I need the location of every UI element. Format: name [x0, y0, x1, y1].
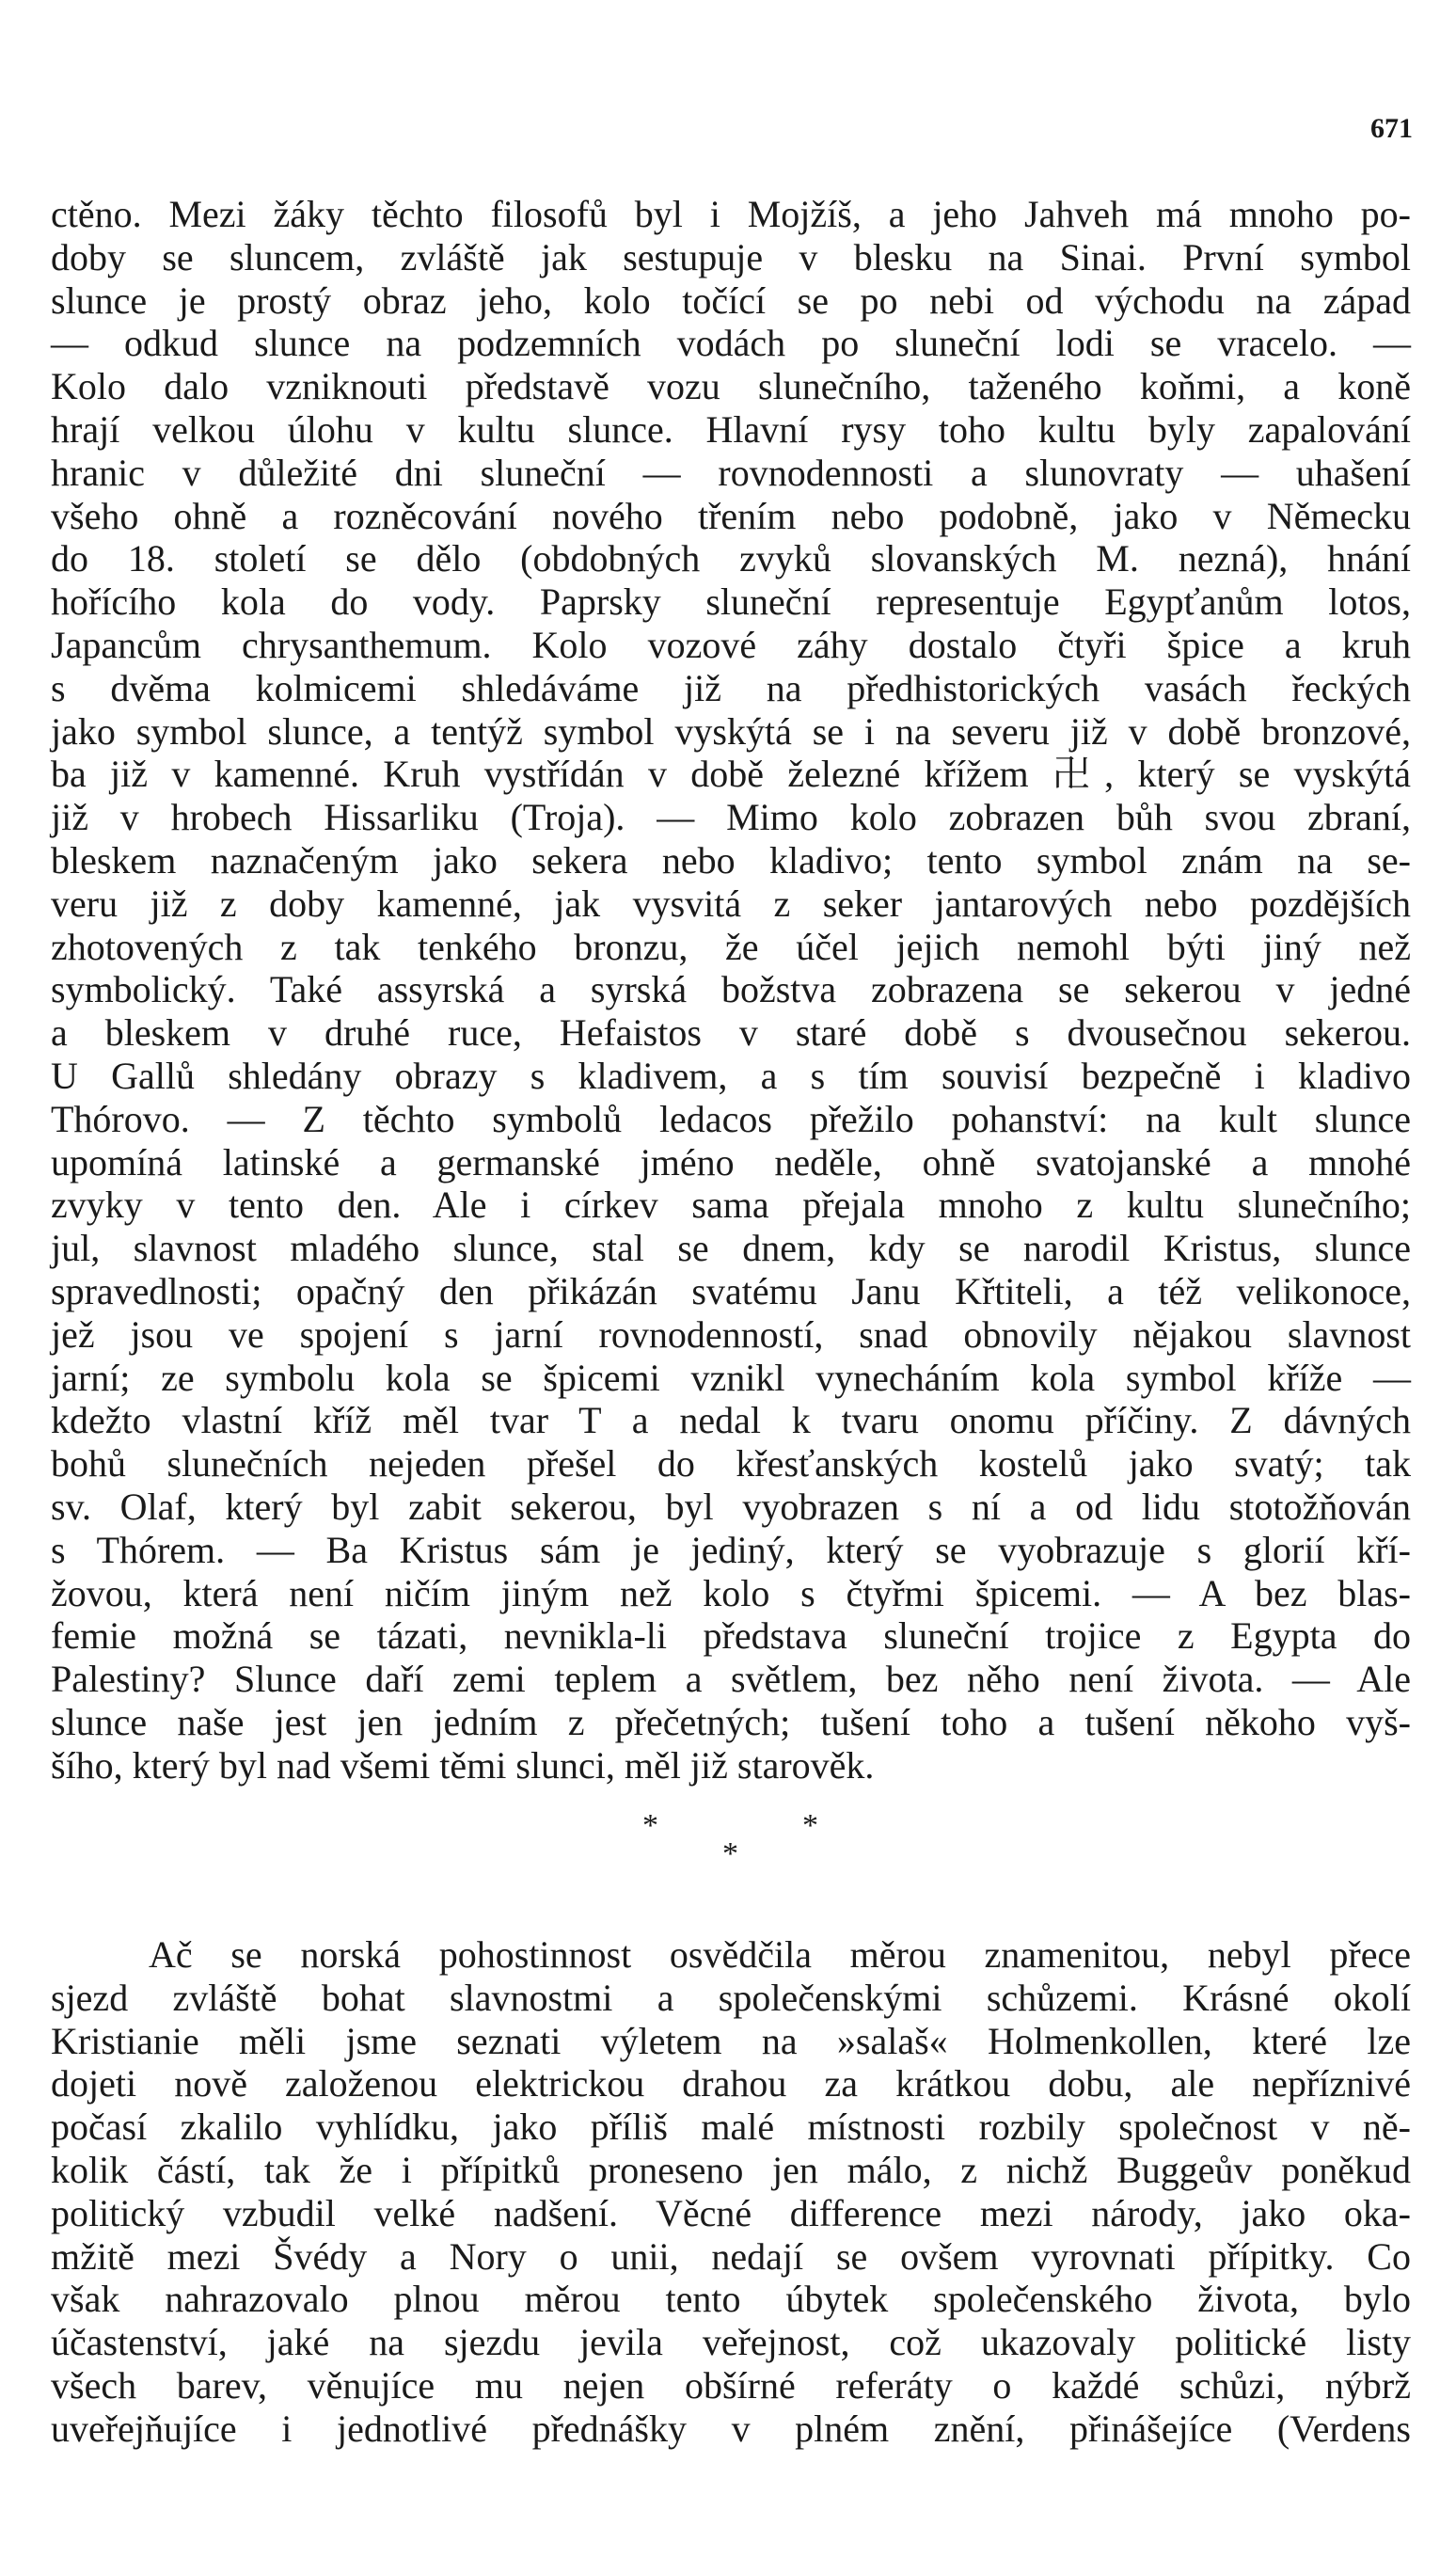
- paragraph1-line: šího, který byl nad všemi těmi slunci, měl již starověk.: [51, 1743, 875, 1787]
- paragraph1-line: a bleskem v druhé ruce, Hefaistos v staré době s dvousečnou sekerou.: [51, 1011, 1411, 1055]
- paragraph1-line: jako symbol slunce, a tentýž symbol vyskýtá se i na severu již v době bronzové,: [51, 709, 1411, 753]
- paragraph1-line: do 18. století se dělo (obdobných zvyků slovanských M. nezná), hnání: [51, 537, 1411, 580]
- paragraph1-line: kdežto vlastní kříž měl tvar T a nedal k tvaru onomu příčiny. Z dávných: [51, 1399, 1411, 1442]
- paragraph1-line: jež jsou ve spojení s jarní rovnodenností, snad obnovily nějakou slavnost: [51, 1312, 1411, 1356]
- page-number: 671: [1370, 113, 1413, 144]
- paragraph1-line: jul, slavnost mladého slunce, stal se dnem, kdy se narodil Kristus, slunce: [51, 1227, 1411, 1270]
- paragraph1-line: doby se sluncem, zvláště jak sestupuje v blesku na Sinai. První symbol: [51, 235, 1411, 278]
- paragraph1-line: femie možná se tázati, nevnikla-li představa sluneční trojice z Egypta do: [51, 1614, 1411, 1658]
- paragraph1-line: zhotovených z tak tenkého bronzu, že účel jejich nemohl býti jiný než: [51, 925, 1411, 968]
- paragraph1-line: U Gallů shledány obrazy s kladivem, a s tím souvisí bezpečně i kladivo: [51, 1054, 1411, 1097]
- paragraph2-line: kolik částí, tak že i přípitků proneseno jen málo, z nichž Buggeův poněkud: [51, 2148, 1411, 2191]
- paragraph2-line: však nahrazovalo plnou měrou tento úbytek společenského života, bylo: [51, 2278, 1411, 2321]
- paragraph2-line: dojeti nově založenou elektrickou drahou za krátkou dobu, ale nepříznivé: [51, 2062, 1411, 2105]
- paragraph1-line: slunce naše jest jen jedním z přečetných; tušení toho a tušení někoho vyš-: [51, 1700, 1411, 1743]
- paragraph2-line: politický vzbudil velké nadšení. Věcné difference mezi národy, jako oka-: [51, 2191, 1411, 2234]
- paragraph1-line: zvyky v tento den. Ale i církev sama přejala mnoho z kultu slunečního;: [51, 1184, 1411, 1227]
- paragraph2-line: Kristianie měli jsme seznati výletem na »salaš« Holmenkollen, které lze: [51, 2019, 1411, 2062]
- paragraph2-line: všech barev, věnujíce mu nejen obšírné referáty o každé schůzi, nýbrž: [51, 2363, 1411, 2407]
- paragraph1-line: již v hrobech Hissarliku (Troja). — Mimo kolo zobrazen bůh svou zbraní,: [51, 796, 1411, 839]
- paragraph1-line: Thórovo. — Z těchto symbolů ledacos přežilo pohanství: na kult slunce: [51, 1097, 1411, 1140]
- paragraph1-line: hrají velkou úlohu v kultu slunce. Hlavní rysy toho kultu byly zapalování: [51, 407, 1411, 451]
- paragraph-2: [51, 1933, 1411, 2451]
- paragraph1-line: veru již z doby kamenné, jak vysvitá z seker jantarových nebo pozdějších: [51, 882, 1411, 925]
- separator-asterisk-left: *: [642, 1808, 658, 1843]
- paragraph1-line: symbolický. Také assyrská a syrská božstva zobrazena se sekerou v jedné: [51, 968, 1411, 1011]
- paragraph1-line: upomíná latinské a germanské jméno neděle, ohně svatojanské a mnohé: [51, 1140, 1411, 1184]
- paragraph2-line: účastenství, jaké na sjezdu jevila veřejnost, což ukazovaly politické listy: [51, 2321, 1411, 2364]
- paragraph1-line: Japancům chrysanthemum. Kolo vozové záhy dostalo čtyři špice a kruh: [51, 623, 1411, 666]
- paragraph1-line: slunce je prostý obraz jeho, kolo točící se po nebi od východu na západ: [51, 278, 1411, 322]
- paragraph1-line: s dvěma kolmicemi shledáváme již na předhistorických vasách řeckých: [51, 666, 1411, 709]
- paragraph-1: [51, 193, 1411, 1787]
- paragraph1-line: všeho ohně a rozněcování nového třením nebo podobně, jako v Německu: [51, 494, 1411, 537]
- paragraph2-line: sjezd zvláště bohat slavnostmi a společenskými schůzemi. Krásné okolí: [51, 1976, 1411, 2019]
- paragraph1-line: Palestiny? Slunce daří zemi teplem a světlem, bez něho není života. — Ale: [51, 1658, 1411, 1701]
- separator-asterisk-center: *: [722, 1836, 738, 1871]
- paragraph1-line: s Thórem. — Ba Kristus sám je jediný, který se vyobrazuje s glorií kří-: [51, 1528, 1411, 1571]
- paragraph1-line: žovou, která není ničím jiným než kolo s čtyřmi špicemi. — A bez blas-: [51, 1571, 1411, 1614]
- paragraph1-line: — odkud slunce na podzemních vodách po sluneční lodi se vracelo. —: [51, 322, 1411, 365]
- paragraph1-line: sv. Olaf, který byl zabit sekerou, byl vyobrazen s ní a od lidu stotožňován: [51, 1485, 1411, 1528]
- paragraph1-line: spravedlnosti; opačný den přikázán svatému Janu Křtiteli, a též velikonoce,: [51, 1269, 1411, 1312]
- paragraph2-line: Ač se norská pohostinnost osvědčila měrou znamenitou, nebyl přece: [149, 1933, 1411, 1976]
- paragraph1-line: Kolo dalo vzniknouti představě vozu slunečního, taženého koňmi, a koně: [51, 365, 1411, 408]
- paragraph1-line: jarní; ze symbolu kola se špicemi vznikl vynecháním kola symbol kříže —: [51, 1356, 1411, 1399]
- separator-asterisk-right: *: [802, 1808, 818, 1843]
- paragraph2-line: mžitě mezi Švédy a Nory o unii, nedají se ovšem vyrovnati přípitky. Co: [51, 2234, 1411, 2278]
- paragraph1-line: ctěno. Mezi žáky těchto filosofů byl i Mojžíš, a jeho Jahveh má mnoho po-: [51, 193, 1411, 235]
- paragraph1-line: hranic v důležité dni sluneční — rovnodennosti a slunovraty — uhašení: [51, 451, 1411, 494]
- paragraph1-line: hořícího kola do vody. Paprsky sluneční representuje Egypťanům lotos,: [51, 580, 1411, 624]
- paragraph1-line: bleskem naznačeným jako sekera nebo kladivo; tento symbol znám na se-: [51, 838, 1411, 882]
- paragraph1-line: ba již v kamenné. Kruh vystřídán v době železné křížem 卍, který se vyskýtá: [51, 753, 1411, 796]
- paragraph2-line: počasí zkalilo vyhlídku, jako příliš malé místnosti rozbily společnost v ně-: [51, 2105, 1411, 2149]
- paragraph2-line: uveřejňujíce i jednotlivé přednášky v plném znění, přinášejíce (Verdens: [51, 2407, 1411, 2450]
- paragraph1-line: bohů slunečních nejeden přešel do křesťanských kostelů jako svatý; tak: [51, 1442, 1411, 1486]
